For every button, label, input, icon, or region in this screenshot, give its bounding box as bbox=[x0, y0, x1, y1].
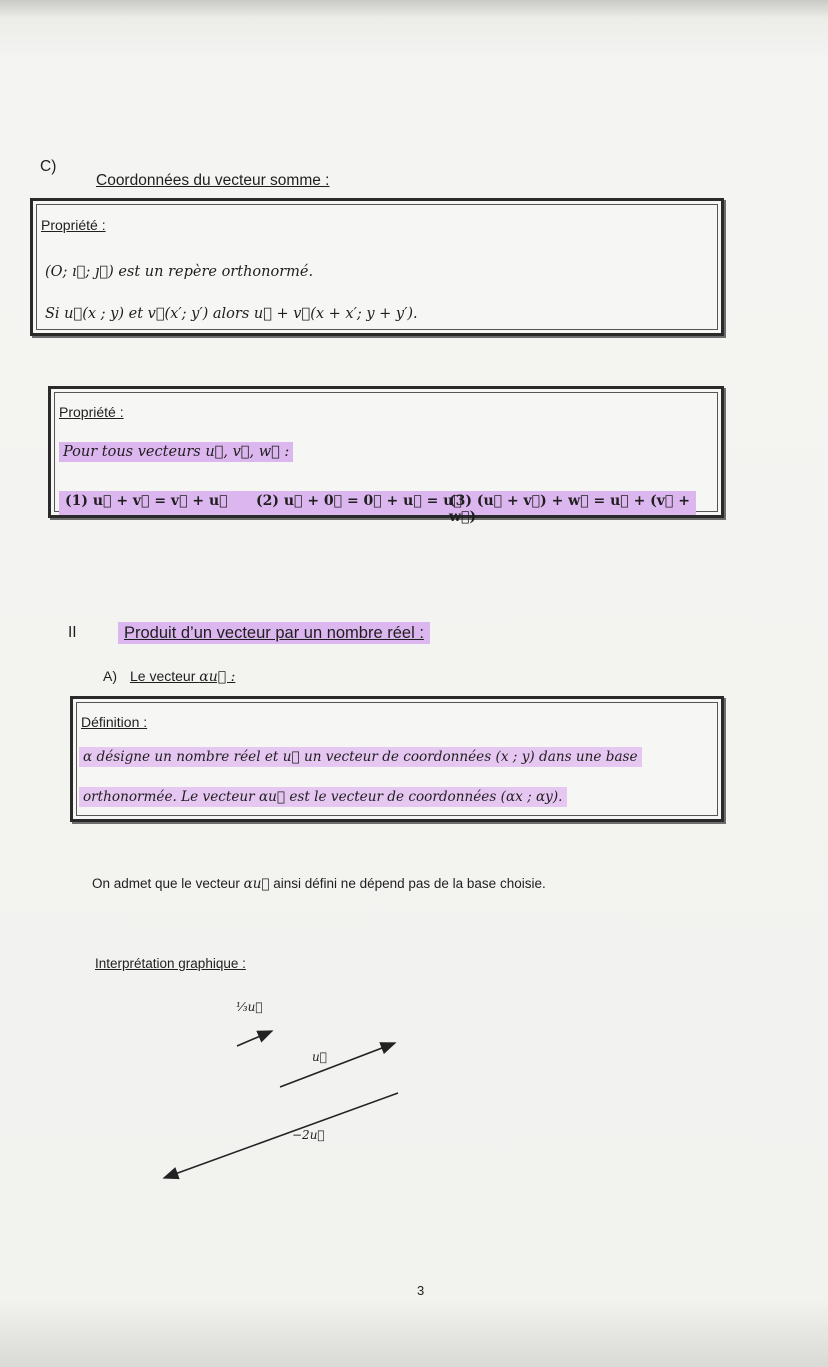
remark-prefix: On admet que le vecteur bbox=[92, 876, 244, 891]
subsection-a-letter: A) bbox=[103, 668, 117, 684]
property-1-line-1: (O; ı⃗; ȷ⃗) est un repère orthonormé. bbox=[45, 264, 314, 280]
remark-math: αu⃗ bbox=[243, 876, 270, 892]
section-c-title: Coordonnées du vecteur somme : bbox=[96, 172, 330, 189]
page-number: 3 bbox=[417, 1283, 425, 1298]
vector-minus2-label: −2u⃗ bbox=[292, 1128, 325, 1142]
definition-label: Définition : bbox=[81, 714, 148, 730]
definition-line-1: α désigne un nombre réel et u⃗ un vecteur de coordonnées (x ; y) dans une base bbox=[79, 747, 642, 767]
property-2-item-2: (2) u⃗ + 0⃗ = 0⃗ + u⃗ = u⃗ bbox=[256, 493, 462, 509]
remark-suffix: ainsi défini ne dépend pas de la base choisie. bbox=[269, 876, 546, 891]
subsection-a-title-prefix: Le vecteur bbox=[130, 668, 200, 684]
property-2-label: Propriété : bbox=[59, 404, 124, 420]
property-2-item-3: (3) (u⃗ + v⃗) + w⃗ = u⃗ + (v⃗ + w⃗) bbox=[449, 493, 690, 525]
vector-u-arrow bbox=[280, 1043, 395, 1087]
section-ii-number: II bbox=[68, 624, 77, 641]
vector-third-arrow bbox=[237, 1031, 272, 1046]
property-2-intro-highlight: Pour tous vecteurs u⃗, v⃗, w⃗ : bbox=[59, 442, 293, 462]
property-1-line-2: Si u⃗(x ; y) et v⃗(x′; y′) alors u⃗ + v⃗(x + x′; y + y′). bbox=[45, 306, 418, 322]
definition-line-2: orthonormée. Le vecteur αu⃗ est le vecteur de coordonnées (αx ; αy). bbox=[79, 787, 567, 807]
property-1-label: Propriété : bbox=[41, 217, 106, 233]
vector-third-label: ⅓u⃗ bbox=[236, 1000, 263, 1014]
section-ii-title: Produit d’un vecteur par un nombre réel : bbox=[118, 622, 430, 644]
property-2-item-1: (1) u⃗ + v⃗ = v⃗ + u⃗ bbox=[65, 493, 228, 509]
graphic-title: Interprétation graphique : bbox=[95, 956, 246, 971]
vector-minus2-arrow bbox=[164, 1093, 398, 1178]
subsection-a-title-math: αu⃗ : bbox=[199, 669, 236, 685]
vector-u-label: u⃗ bbox=[312, 1050, 327, 1064]
section-c-number: C) bbox=[40, 158, 57, 175]
